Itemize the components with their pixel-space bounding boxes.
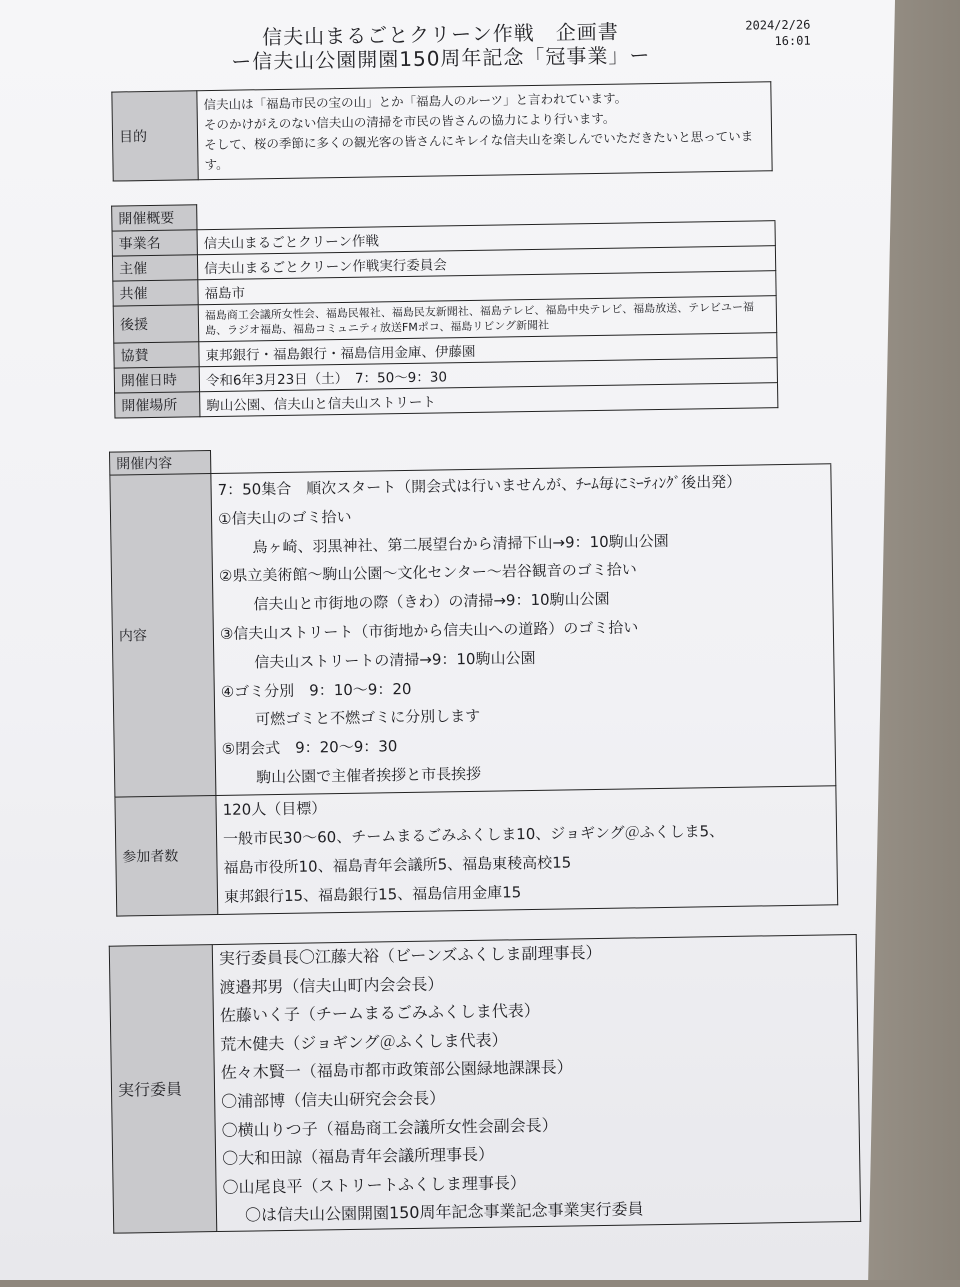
sponsor-label: 協賛 xyxy=(114,342,199,368)
committee-member: 実行委員長〇江藤大裕（ビーンズふくしま副理事長） xyxy=(218,942,602,968)
participants-text xyxy=(216,786,838,915)
organizer-value: 信夫山まるごとクリーン作戦実行委員会 xyxy=(197,246,775,280)
table-row xyxy=(109,934,860,1233)
organizer-label: 主催 xyxy=(112,255,197,281)
content-line: ⑤閉会式 9：20〜9：30 xyxy=(221,737,398,759)
co-host-value: 福島市 xyxy=(198,271,776,305)
content-line: ④ゴミ分別 9：10〜9：20 xyxy=(220,679,412,701)
participants-line: 東邦銀行15、福島銀行15、福島信用金庫15 xyxy=(223,882,522,906)
purpose-line: そして、桜の季節に多くの観光客の皆さんにキレイな信夫山を楽しんでいただきたいと思っています。 xyxy=(204,128,754,173)
participants-line: 福島市役所10、福島青年会議所5、福島東稜高校15 xyxy=(223,853,572,877)
content-line: 駒山公園で主催者挨拶と市長挨拶 xyxy=(255,764,482,787)
committee-member: 佐藤いく子（チームまるごみふくしま代表） xyxy=(219,1001,540,1026)
event-name-value: 信夫山まるごとクリーン作戦 xyxy=(197,221,775,255)
committee-note: 〇は信夫山公園開園150周年記念事業記念事業実行委員 xyxy=(244,1199,644,1225)
committee-member: 佐々木賢一（福島市都市政策部公園緑地課課長） xyxy=(220,1057,573,1083)
content-text xyxy=(211,464,836,795)
committee-member: 〇浦部博（信夫山研究会会長） xyxy=(221,1088,446,1111)
print-time: 16:01 xyxy=(774,33,811,49)
document-title: 信夫山まるごとクリーン作戦 企画書 xyxy=(262,19,619,50)
committee-member: 渡邉邦男（信夫山町内会会長） xyxy=(219,974,444,997)
purpose-line: そのかけがえのない信夫山の清掃を市民の皆さんの協力により行います。 xyxy=(203,110,616,133)
datetime-label: 開催日時 xyxy=(114,367,199,393)
participants-line: 一般市民30〜60、チームまるごみふくしま10、ジョギング＠ふくしま5、 xyxy=(222,821,725,848)
content-label: 内容 xyxy=(110,474,216,797)
committee-member: 〇横山りつ子（福島商工会議所女性会副会長） xyxy=(221,1115,558,1140)
event-name-label: 事業名 xyxy=(112,230,197,256)
venue-label: 開催場所 xyxy=(115,392,200,418)
print-timestamp xyxy=(730,17,810,50)
committee-members xyxy=(212,934,860,1231)
committee-label: 実行委員 xyxy=(109,945,216,1234)
sponsor-value: 東邦銀行・福島銀行・福島信用金庫、伊藤園 xyxy=(199,333,777,367)
committee-member: 〇山尾良平（ストリートふくしま理事長） xyxy=(222,1172,527,1197)
content-line: 7：50集合 順次スタート（開会式は行いませんが、ﾁｰﾑ毎にﾐｰﾃｨﾝｸﾞ後出発） xyxy=(217,472,742,499)
participants-label: 参加者数 xyxy=(115,795,218,916)
participants-line: 120人（目標） xyxy=(222,799,327,819)
content-line: 鳥ヶ崎、羽黒神社、第二展望台から清掃下山→9：10駒山公園 xyxy=(252,531,669,556)
table-row xyxy=(110,464,836,797)
content-line: ③信夫山ストリート（市街地から信夫山への道路）のゴミ拾い xyxy=(219,618,639,643)
support-value: 福島商工会議所女性会、福島民報社、福島民友新聞社、福島テレビ、福島中央テレビ、福島放送、テレビユー福島、ラジオ福島、福島コミュニティ放送FMポコ、福島リビング新聞社 xyxy=(198,296,777,342)
print-date: 2024/2/26 xyxy=(745,17,811,33)
purpose-label: 目的 xyxy=(112,91,198,181)
content-line: 可燃ゴミと不燃ゴミに分別します xyxy=(255,707,481,729)
venue-value: 駒山公園、信夫山と信夫山ストリート xyxy=(200,383,778,417)
committee-table xyxy=(109,934,861,1234)
content-line: ②県立美術館〜駒山公園〜文化センター〜岩谷観音のゴミ拾い xyxy=(218,560,637,586)
purpose-text xyxy=(197,82,772,180)
table-row xyxy=(115,786,838,916)
content-line: ①信夫山のゴミ拾い xyxy=(217,507,352,528)
datetime-value: 令和6年3月23日（土） 7：50〜9：30 xyxy=(199,358,777,392)
support-label: 後援 xyxy=(113,305,199,343)
content-line: 信夫山と市街地の際（きわ）の清掃→9：10駒山公園 xyxy=(253,589,610,614)
purpose-line: 信夫山は「福島市民の宝の山」とか「福島人のルーツ」と言われています。 xyxy=(203,90,628,113)
content-header: 開催内容 xyxy=(110,451,211,476)
purpose-table xyxy=(111,81,772,181)
committee-member: 荒木健夫（ジョギング＠ふくしま代表） xyxy=(220,1030,508,1054)
content-table xyxy=(109,440,838,916)
overview-table xyxy=(111,195,778,418)
content-line: 信夫山ストリートの清掃→9：10駒山公園 xyxy=(254,648,536,672)
committee-member: 〇大和田諒（福島青年会議所理事長） xyxy=(221,1144,495,1169)
document-subtitle: ー信夫山公園開園150周年記念「冠事業」ー xyxy=(231,43,651,74)
overview-header: 開催概要 xyxy=(112,205,197,231)
co-host-label: 共催 xyxy=(113,280,198,306)
